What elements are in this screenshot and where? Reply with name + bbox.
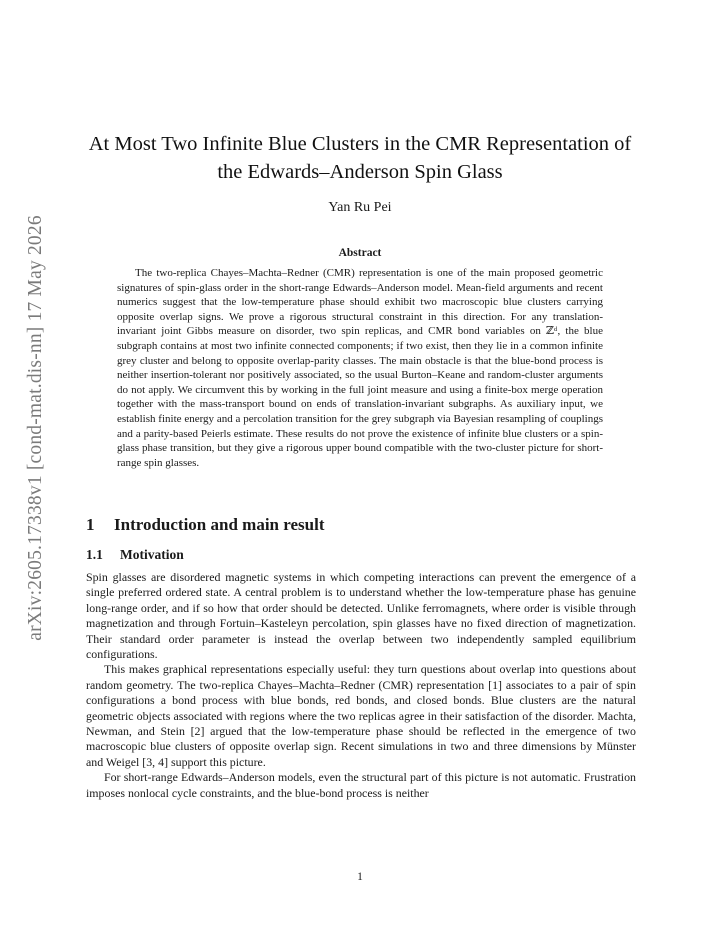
page-number: 1 xyxy=(357,871,363,883)
paper-title: At Most Two Infinite Blue Clusters in the CMR Representation of the Edwards–Anderson Spin Glass xyxy=(88,133,632,183)
section-number: 1 xyxy=(86,515,95,534)
body-paragraph: This makes graphical representations especially useful: they turn questions about overlap into questions about random geometry. The two-replica Chayes–Machta–Redner (CMR) representation [1] associates to a pair of spin configurations a bond process with blue bonds, red bonds, and closed bonds. Blue clusters are the natural geometric objects associated with regions where the two replicas agree in their satisfaction of the disorder. Machta, Newman, and Stein [2] argued that the low-temperature phase should be reflected in the emergence of two macroscopic blue clusters of opposite overlap sign. Recent simulations in two and three dimensions by Münster and Weigel [3, 4] support this picture. xyxy=(86,662,636,769)
subsection-heading xyxy=(86,547,184,563)
body-paragraph: Spin glasses are disordered magnetic systems in which competing interactions can prevent the emergence of a single preferred ordered state. A central problem is to understand whether the low-temperature phase has genuine long-range order, and if so how that order should be detected. Unlike ferromagnets, where order is visible through magnetization and through Fortuin–Kasteleyn percolation, spin glasses have no fixed direction of magnetization. Their standard order parameter is instead the overlap between two independently sampled equilibrium configurations. xyxy=(86,570,636,662)
section-title: Introduction and main result xyxy=(114,515,325,534)
subsection-title: Motivation xyxy=(120,547,184,562)
body-paragraph: For short-range Edwards–Anderson models, even the structural part of this picture is not automatic. Frustration imposes nonlocal cycle constraints, and the blue-bond process is neither xyxy=(86,770,636,800)
abstract-text: The two-replica Chayes–Machta–Redner (CMR) representation is one of the main proposed geometric signatures of spin-glass order in the short-range Edwards–Anderson model. Mean-field arguments and recent numerics suggest that the low-temperature phase should exhibit two macroscopic blue clusters carrying opposite overlap signs. We prove a rigorous structural constraint in this direction. For any translation-invariant joint Gibbs measure on disorder, two spin replicas, and CMR bond variables on ℤᵈ, the blue subgraph contains at most two infinite connected components; if two exist, then they lie in a common infinite grey cluster and belong to opposite overlap-parity classes. The main obstacle is that the blue-bond process is neither insertion-tolerant nor positively associated, so the usual Burton–Keane and random-cluster arguments do not apply. We circumvent this by working in the full joint measure and using a finite-box merge operation together with the mass-transport bound on ends of translation-invariant subgraphs. As auxiliary input, we establish finite energy and a percolation transition for the grey subgraph via Bayesian resampling of couplings and a parity-based Peierls estimate. These results do not prove the existence of infinite blue clusters or a spin-glass phase transition, but they give a rigorous upper bound compatible with the two-cluster picture for short-range spin glasses. xyxy=(117,267,603,469)
abstract-heading: Abstract xyxy=(338,247,382,259)
section-heading xyxy=(86,515,325,535)
arxiv-identifier-stamp: arXiv:2605.17338v1 [cond-mat.dis-nn] 17 May 2026 xyxy=(25,215,46,641)
subsection-number: 1.1 xyxy=(86,547,103,562)
body-text xyxy=(86,570,636,801)
author-name: Yan Ru Pei xyxy=(328,200,392,215)
